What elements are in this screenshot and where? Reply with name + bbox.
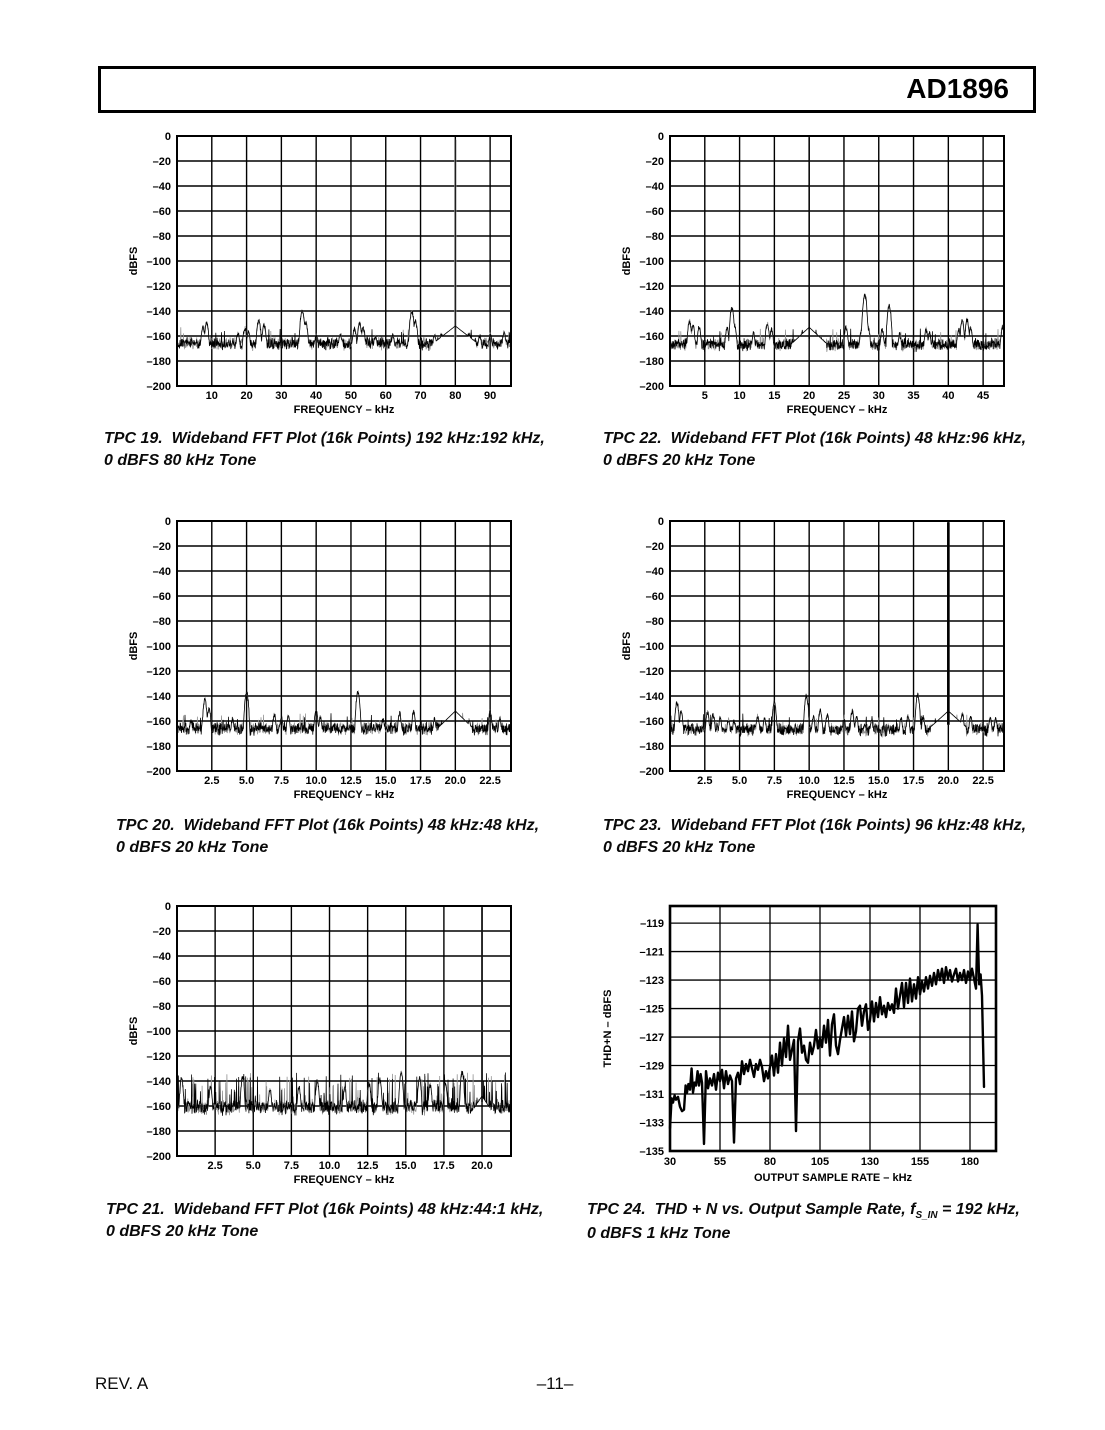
svg-text:22.5: 22.5 xyxy=(972,775,994,787)
svg-text:–160: –160 xyxy=(146,331,171,343)
svg-text:20.0: 20.0 xyxy=(937,775,960,787)
svg-text:dBFS: dBFS xyxy=(128,631,140,661)
svg-text:20.0: 20.0 xyxy=(471,1160,493,1172)
svg-text:30: 30 xyxy=(872,390,885,402)
svg-text:FREQUENCY – kHz: FREQUENCY – kHz xyxy=(293,1174,395,1186)
caption-tpc19 xyxy=(104,428,594,472)
svg-text:–180: –180 xyxy=(146,741,171,753)
svg-text:–100: –100 xyxy=(639,641,664,653)
svg-text:–120: –120 xyxy=(146,281,171,293)
caption-subscript: S_IN xyxy=(915,1210,938,1222)
svg-text:17.5: 17.5 xyxy=(902,775,925,787)
svg-text:155: 155 xyxy=(910,1156,930,1168)
svg-text:–20: –20 xyxy=(152,156,171,168)
svg-text:30: 30 xyxy=(275,390,288,402)
fft-plot-tpc20 xyxy=(119,513,539,813)
svg-text:10: 10 xyxy=(205,390,218,402)
svg-text:40: 40 xyxy=(310,390,323,402)
svg-text:dBFS: dBFS xyxy=(621,631,633,661)
svg-text:70: 70 xyxy=(414,390,427,402)
svg-text:180: 180 xyxy=(960,1156,980,1168)
svg-text:0: 0 xyxy=(657,131,664,143)
svg-text:22.5: 22.5 xyxy=(479,775,501,787)
svg-text:20: 20 xyxy=(240,390,253,402)
svg-text:THD+N – dBFS: THD+N – dBFS xyxy=(602,989,614,1068)
svg-text:–60: –60 xyxy=(645,206,664,218)
svg-text:–180: –180 xyxy=(146,356,171,368)
svg-text:20: 20 xyxy=(803,390,816,402)
svg-text:–100: –100 xyxy=(146,256,171,268)
svg-text:–200: –200 xyxy=(146,1151,171,1163)
svg-text:–20: –20 xyxy=(645,541,664,553)
svg-text:45: 45 xyxy=(977,390,990,402)
svg-text:5.0: 5.0 xyxy=(238,775,255,787)
svg-text:–140: –140 xyxy=(639,306,664,318)
svg-text:90: 90 xyxy=(484,390,497,402)
svg-text:2.5: 2.5 xyxy=(207,1160,223,1172)
svg-text:–60: –60 xyxy=(645,591,664,603)
caption-line1: TPC 21. Wideband FFT Plot (16k Points) 48 kHz:44:1 kHz, xyxy=(106,1201,544,1218)
part-number-banner xyxy=(98,66,1036,113)
svg-text:–160: –160 xyxy=(639,716,664,728)
svg-text:–140: –140 xyxy=(146,691,171,703)
caption-line2: 0 dBFS 80 kHz Tone xyxy=(104,452,257,470)
caption-line2: 0 dBFS 20 kHz Tone xyxy=(603,839,756,857)
svg-text:40: 40 xyxy=(942,390,955,402)
svg-text:12.5: 12.5 xyxy=(340,775,362,787)
svg-text:dBFS: dBFS xyxy=(128,1016,140,1046)
svg-text:–120: –120 xyxy=(639,281,664,293)
svg-text:–121: –121 xyxy=(639,946,664,959)
svg-text:35: 35 xyxy=(907,390,920,402)
revision-label: REV. A xyxy=(95,1374,149,1393)
svg-text:60: 60 xyxy=(379,390,392,402)
caption-line1-pre: TPC 24. THD + N vs. Output Sample Rate, f xyxy=(587,1201,916,1218)
svg-text:5.0: 5.0 xyxy=(245,1160,261,1172)
tpc21-canvas xyxy=(119,898,539,1198)
fft-plot-tpc23 xyxy=(612,513,1032,813)
svg-text:0: 0 xyxy=(657,516,664,528)
svg-text:–40: –40 xyxy=(152,951,171,963)
caption-line2: 0 dBFS 20 kHz Tone xyxy=(106,1223,259,1241)
svg-text:2.5: 2.5 xyxy=(204,775,220,787)
svg-text:–20: –20 xyxy=(152,926,171,938)
svg-text:–20: –20 xyxy=(152,541,171,553)
svg-text:dBFS: dBFS xyxy=(621,246,633,276)
caption-line1: TPC 23. Wideband FFT Plot (16k Points) 96 kHz:48 kHz, xyxy=(603,817,1027,834)
svg-text:–140: –140 xyxy=(146,306,171,318)
svg-text:–180: –180 xyxy=(146,1126,171,1138)
svg-text:–120: –120 xyxy=(639,666,664,678)
svg-text:0: 0 xyxy=(164,131,171,143)
svg-text:FREQUENCY – kHz: FREQUENCY – kHz xyxy=(786,789,888,801)
svg-text:15.0: 15.0 xyxy=(395,1160,417,1172)
svg-text:105: 105 xyxy=(810,1156,830,1168)
svg-text:–40: –40 xyxy=(645,181,664,193)
svg-text:–125: –125 xyxy=(639,1003,664,1016)
svg-text:–135: –135 xyxy=(639,1146,664,1158)
svg-text:80: 80 xyxy=(449,390,462,402)
svg-text:–80: –80 xyxy=(152,231,171,243)
svg-text:–131: –131 xyxy=(639,1089,664,1102)
svg-text:–120: –120 xyxy=(146,1051,171,1063)
part-number: AD1896 xyxy=(906,73,1009,104)
svg-text:–119: –119 xyxy=(640,918,664,931)
tpc23-canvas xyxy=(612,513,1032,813)
caption-tpc24 xyxy=(587,1199,1077,1245)
svg-text:FREQUENCY – kHz: FREQUENCY – kHz xyxy=(293,789,395,801)
caption-tpc21 xyxy=(106,1199,596,1243)
svg-text:–60: –60 xyxy=(152,976,171,988)
svg-text:17.5: 17.5 xyxy=(409,775,432,787)
svg-text:10.0: 10.0 xyxy=(798,775,820,787)
svg-text:0: 0 xyxy=(164,516,171,528)
svg-text:–100: –100 xyxy=(146,641,171,653)
svg-text:25: 25 xyxy=(837,390,851,402)
tpc24-canvas xyxy=(598,894,1028,1196)
caption-tpc20 xyxy=(116,815,606,859)
fft-plot-tpc21 xyxy=(119,898,539,1198)
svg-text:–40: –40 xyxy=(645,566,664,578)
svg-text:–200: –200 xyxy=(639,766,664,778)
tpc22-canvas xyxy=(612,128,1032,428)
svg-text:2.5: 2.5 xyxy=(697,775,713,787)
caption-tpc23 xyxy=(603,815,1093,859)
svg-text:15: 15 xyxy=(768,390,781,402)
svg-text:50: 50 xyxy=(344,390,358,402)
svg-text:20.0: 20.0 xyxy=(444,775,467,787)
fft-plot-tpc22 xyxy=(612,128,1032,428)
caption-line2: 0 dBFS 20 kHz Tone xyxy=(116,839,269,857)
svg-text:–180: –180 xyxy=(639,741,664,753)
svg-text:–60: –60 xyxy=(152,591,171,603)
caption-tpc22 xyxy=(603,428,1093,472)
svg-text:–200: –200 xyxy=(146,381,171,393)
svg-text:0: 0 xyxy=(164,901,171,913)
svg-text:5.0: 5.0 xyxy=(731,775,748,787)
svg-text:–160: –160 xyxy=(146,716,171,728)
svg-text:–200: –200 xyxy=(146,766,171,778)
svg-text:15.0: 15.0 xyxy=(868,775,890,787)
svg-text:–123: –123 xyxy=(639,975,664,988)
svg-text:–80: –80 xyxy=(152,616,171,628)
svg-text:–100: –100 xyxy=(146,1026,171,1038)
svg-text:130: 130 xyxy=(860,1156,880,1168)
tpc20-canvas xyxy=(119,513,539,813)
svg-text:–140: –140 xyxy=(639,691,664,703)
caption-line2: 0 dBFS 1 kHz Tone xyxy=(587,1224,731,1242)
svg-text:dBFS: dBFS xyxy=(128,246,140,276)
svg-text:30: 30 xyxy=(663,1156,677,1168)
svg-text:12.5: 12.5 xyxy=(356,1160,379,1172)
tpc19-canvas xyxy=(119,128,539,428)
fft-plot-tpc19 xyxy=(119,128,539,428)
svg-text:10.0: 10.0 xyxy=(305,775,327,787)
svg-text:7.5: 7.5 xyxy=(283,1160,300,1172)
svg-text:FREQUENCY – kHz: FREQUENCY – kHz xyxy=(293,404,395,416)
caption-line1: TPC 20. Wideband FFT Plot (16k Points) 48 kHz:48 kHz, xyxy=(116,817,540,834)
svg-text:–160: –160 xyxy=(146,1101,171,1113)
svg-text:–200: –200 xyxy=(639,381,664,393)
caption-line2: 0 dBFS 20 kHz Tone xyxy=(603,452,756,470)
svg-text:15.0: 15.0 xyxy=(375,775,397,787)
svg-text:–180: –180 xyxy=(639,356,664,368)
svg-text:–20: –20 xyxy=(645,156,664,168)
svg-text:–120: –120 xyxy=(146,666,171,678)
svg-text:–127: –127 xyxy=(639,1032,664,1045)
svg-text:17.5: 17.5 xyxy=(433,1160,455,1172)
svg-text:–140: –140 xyxy=(146,1076,171,1088)
svg-text:55: 55 xyxy=(713,1156,727,1168)
svg-text:–40: –40 xyxy=(152,181,171,193)
svg-text:10: 10 xyxy=(733,390,746,402)
svg-text:OUTPUT SAMPLE RATE – kHz: OUTPUT SAMPLE RATE – kHz xyxy=(753,1172,913,1184)
svg-text:5: 5 xyxy=(701,390,708,402)
svg-text:–129: –129 xyxy=(639,1060,664,1073)
svg-text:FREQUENCY – kHz: FREQUENCY – kHz xyxy=(786,404,888,416)
svg-text:–100: –100 xyxy=(639,256,664,268)
svg-text:80: 80 xyxy=(763,1156,777,1168)
svg-text:10.0: 10.0 xyxy=(318,1160,341,1172)
svg-text:7.5: 7.5 xyxy=(273,775,290,787)
svg-text:7.5: 7.5 xyxy=(766,775,783,787)
caption-line1: TPC 22. Wideband FFT Plot (16k Points) 48 kHz:96 kHz, xyxy=(603,430,1027,447)
svg-text:–60: –60 xyxy=(152,206,171,218)
svg-text:–160: –160 xyxy=(639,331,664,343)
svg-text:12.5: 12.5 xyxy=(833,775,855,787)
svg-text:–40: –40 xyxy=(152,566,171,578)
caption-line1-post: = 192 kHz, xyxy=(937,1201,1020,1218)
svg-text:–80: –80 xyxy=(645,231,664,243)
caption-line1: TPC 19. Wideband FFT Plot (16k Points) 192 kHz:192 kHz, xyxy=(104,430,545,447)
page-number: –11– xyxy=(536,1374,574,1393)
svg-text:–133: –133 xyxy=(639,1117,664,1130)
svg-text:–80: –80 xyxy=(645,616,664,628)
thdn-plot-tpc24 xyxy=(598,894,1028,1196)
svg-text:–80: –80 xyxy=(152,1001,171,1013)
